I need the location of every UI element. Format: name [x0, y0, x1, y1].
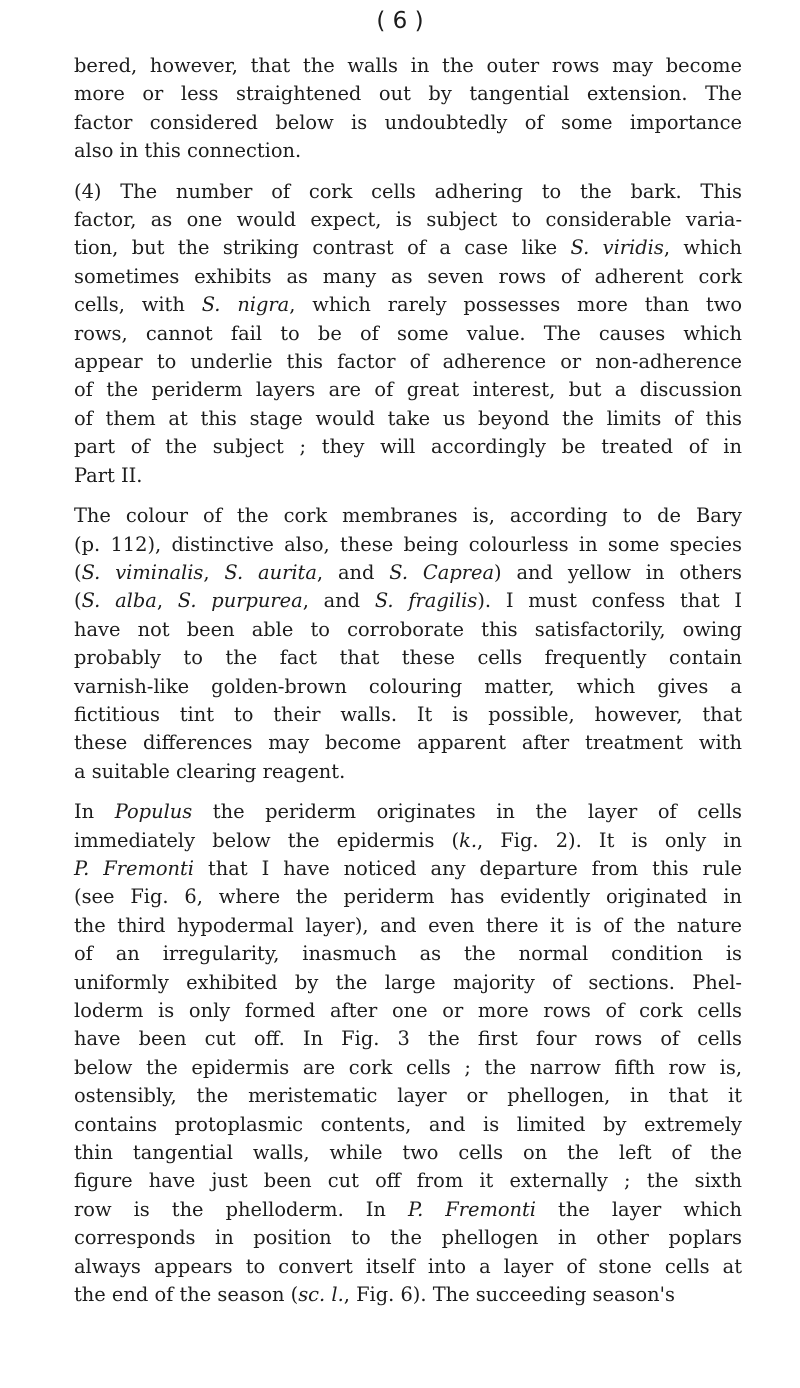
text-line: of the periderm layers are of great interest, but a discussion — [74, 378, 742, 402]
text-line: also in this connection. — [74, 139, 302, 163]
text-line: have been cut off. In Fig. 3 the first four rows of cells — [74, 1027, 742, 1051]
paragraph — [74, 798, 742, 1309]
text-line: The colour of the cork membranes is, according to de Bary — [74, 504, 742, 528]
text-line: loderm is only formed after one or more rows of cork cells — [74, 999, 742, 1022]
text-line: a suitable clearing reagent. — [74, 759, 346, 783]
text-line: uniformly exhibited by the large majority of sections. Phel- — [74, 970, 742, 994]
text-line: (4) The number of cork cells adhering to the bark. This — [74, 179, 742, 203]
text-line: factor, as one would expect, is subject to considerable varia- — [74, 208, 742, 232]
text-line: (see Fig. 6, where the periderm has evidently originated in — [74, 885, 742, 909]
text-line: have not been able to corroborate this satisfactorily, owing — [74, 617, 742, 641]
text-line: probably to the fact that these cells frequently contain — [74, 646, 742, 670]
text-line: these differences may become apparent after treatment with — [74, 731, 742, 755]
body-text — [74, 52, 742, 1309]
text-line: varnish-like golden-brown colouring matter, which gives a — [74, 674, 742, 698]
text-line: part of the subject ; they will accordingly be treated of in — [74, 435, 742, 459]
text-line: tion, but the striking contrast of a case like S. viridis, which — [74, 236, 742, 260]
text-line: ostensibly, the meristematic layer or phellogen, in that it — [74, 1084, 742, 1108]
text-line: sometimes exhibits as many as seven rows of adherent cork — [74, 264, 742, 288]
text-line: contains protoplasmic contents, and is limited by extremely — [74, 1112, 742, 1136]
text-line: rows, cannot fail to be of some value. The causes which — [74, 321, 742, 345]
text-line: appear to underlie this factor of adherence or non-adherence — [74, 350, 742, 374]
text-line: below the epidermis are cork cells ; the narrow fifth row is, — [74, 1055, 742, 1079]
text-line: row is the phelloderm. In P. Fremonti the layer which — [74, 1197, 742, 1221]
text-line: of an irregularity, inasmuch as the normal condition is — [74, 942, 742, 966]
text-line: fictitious tint to their walls. It is possible, however, that — [74, 702, 742, 726]
text-line: corresponds in position to the phellogen in other poplars — [74, 1226, 742, 1250]
text-line: bered, however, that the walls in the outer rows may become — [74, 54, 742, 77]
paragraph — [74, 502, 742, 786]
paragraph — [74, 52, 742, 166]
paragraph — [74, 178, 742, 490]
text-line: (p. 112), distinctive also, these being colourless in some species — [74, 532, 742, 556]
page-number: ( 6 ) — [376, 8, 424, 34]
text-line: always appears to convert itself into a layer of stone cells at — [74, 1254, 742, 1278]
text-line: figure have just been cut off from it externally ; the sixth — [74, 1169, 742, 1193]
text-line: immediately below the epidermis (k., Fig. 2). It is only in — [74, 828, 742, 852]
text-line: factor considered below is undoubtedly of some importance — [74, 110, 742, 134]
text-line: the third hypodermal layer), and even there it is of the nature — [74, 913, 742, 937]
text-line: Part II. — [74, 463, 143, 487]
text-line: of them at this stage would take us beyond the limits of this — [74, 406, 742, 430]
text-line: P. Fremonti that I have noticed any departure from this rule — [74, 856, 742, 880]
text-line: the end of the season (sc. l., Fig. 6). The succeeding season's — [74, 1283, 675, 1307]
text-line: (S. alba, S. purpurea, and S. fragilis). I must confess that I — [74, 589, 743, 613]
text-line: (S. viminalis, S. aurita, and S. Caprea) and yellow in others — [74, 560, 743, 584]
text-line: thin tangential walls, while two cells on the left of the — [74, 1141, 742, 1165]
text-line: more or less straightened out by tangential extension. The — [74, 82, 742, 106]
text-line: In Populus the periderm originates in the layer of cells — [74, 800, 742, 824]
text-line: cells, with S. nigra, which rarely possesses more than two — [74, 293, 742, 317]
